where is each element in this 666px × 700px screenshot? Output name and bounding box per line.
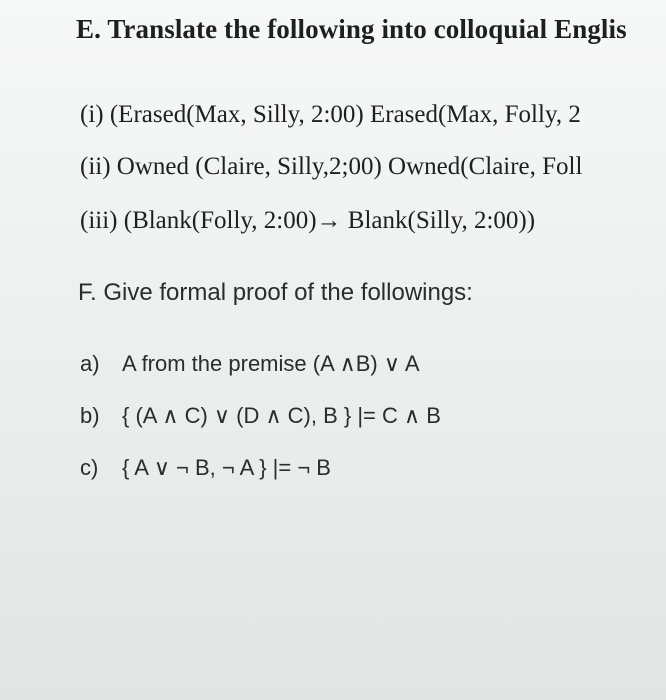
section-f-heading: F. Give formal proof of the followings:: [78, 279, 473, 306]
proof-item-label: b): [80, 403, 100, 428]
proof-item-text: A from the premise (A ∧B) ∨ A: [122, 351, 420, 376]
section-e-item-iii: (iii) (Blank(Folly, 2:00)→ Blank(Silly, 2:00)): [80, 207, 536, 234]
proof-item-label: a): [80, 351, 100, 376]
proof-item-text: { A ∨ ¬ B, ¬ A } |= ¬ B: [122, 455, 331, 480]
section-e-item-ii: (ii) Owned (Claire, Silly,2;00) Owned(Claire, Foll: [80, 153, 583, 180]
proof-item-c: [80, 455, 331, 481]
proof-item-text: { (A ∧ C) ∨ (D ∧ C), B } |= C ∧ B: [122, 403, 441, 428]
proof-item-label: c): [80, 455, 99, 480]
proof-item-b: [80, 403, 441, 429]
proof-item-a: [80, 351, 420, 377]
section-e-heading: E. Translate the following into colloquial Englis: [76, 14, 627, 44]
section-e-item-i: (i) (Erased(Max, Silly, 2:00) Erased(Max, Folly, 2: [80, 101, 581, 128]
